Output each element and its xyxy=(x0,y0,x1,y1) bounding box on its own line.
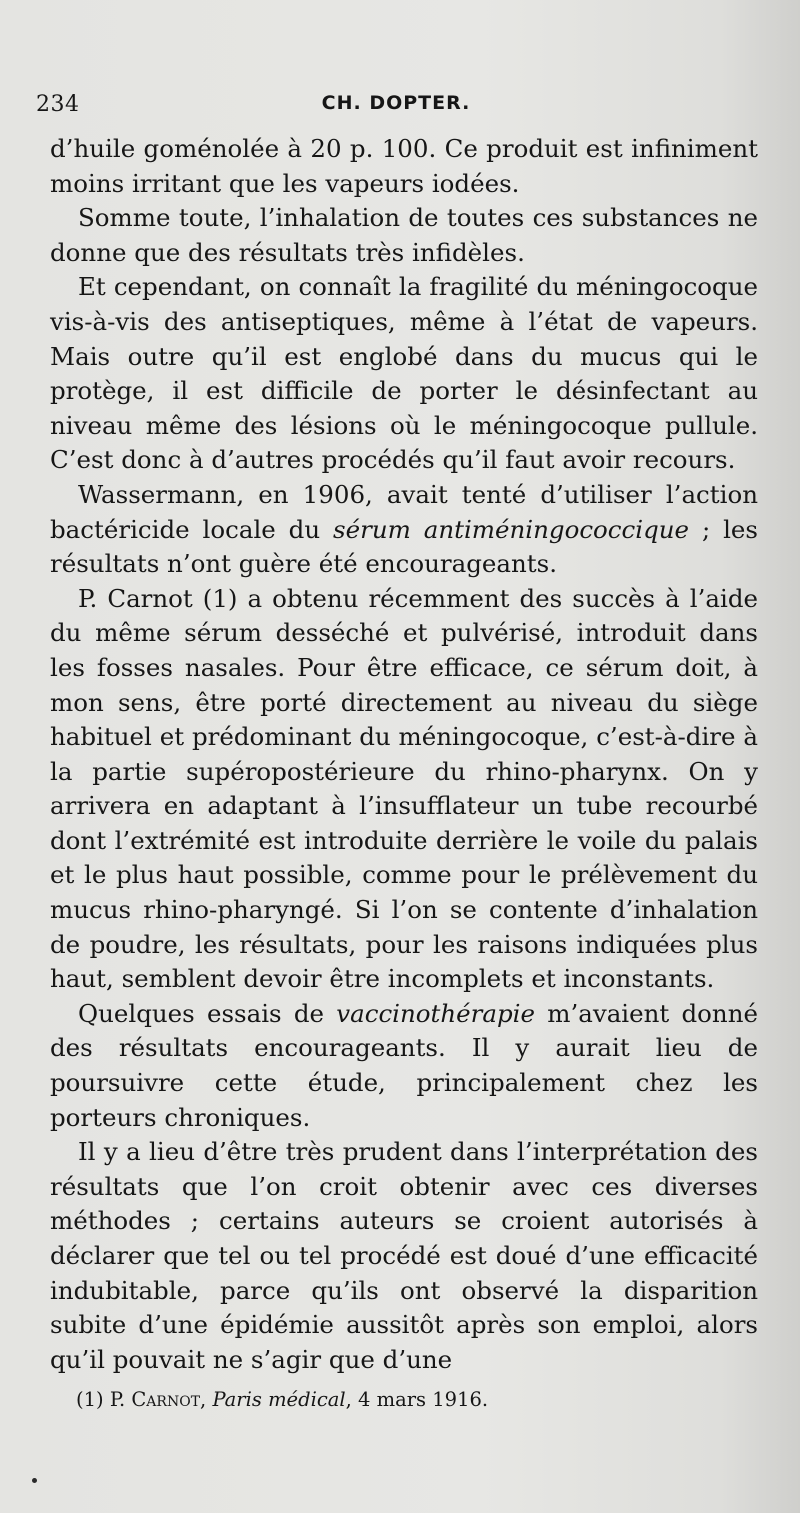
text-run: m’avaient donné des résultats encourageants. Il y aurait lieu de poursuivre cette étude, principalement chez les porteurs chroniques. xyxy=(50,998,758,1132)
italic-term: sérum antiméningococcique xyxy=(333,514,690,544)
ink-speck xyxy=(32,1478,37,1483)
footnote xyxy=(76,1388,756,1412)
running-head: CH. DOPTER. xyxy=(321,92,471,114)
body-text xyxy=(50,132,758,1377)
page-header xyxy=(36,88,756,128)
page-number: 234 xyxy=(36,92,80,117)
paragraph-wassermann xyxy=(50,478,758,582)
footnote-date: , 4 mars 1916. xyxy=(345,1388,489,1411)
footnote-separator: , xyxy=(200,1388,213,1411)
paragraph-inhalation: Somme toute, l’inhalation de toutes ces substances ne donne que des résultats très infidèles. xyxy=(50,203,758,267)
footnote-marker: (1) P. xyxy=(76,1388,132,1411)
paragraph-vaccinotherapy xyxy=(50,997,758,1135)
italic-term: vaccinothérapie xyxy=(336,998,535,1028)
paragraph-carnot: P. Carnot (1) a obtenu récemment des succès à l’aide du même sérum desséché et pulvérisé, introduit dans les fosses nasales. Pour être efficace, ce sérum doit, à mon sens, être porté directement au niveau du siège habituel et prédominant du méningocoque, c’est-à-dire à la partie supéropostérieure du rhino-pharynx. On y arrivera en adaptant à l’insufflateur un tube recourbé dont l’extrémité est introduite derrière le voile du palais et le plus haut possible, comme pour le prélèvement du mucus rhino-pharyngé. Si l’on se contente d’inhalation de poudre, les résultats, pour les raisons indiquées plus haut, semblent devoir être incomplets et inconstants. xyxy=(50,583,758,994)
paragraph-prudence: Il y a lieu d’être très prudent dans l’interprétation des résultats que l’on croit obtenir avec ces diverses méthodes ; certains auteurs se croient autorisés à déclarer que tel ou tel procédé est doué d’une efficacité indubitable, parce qu’ils ont observé la disparition subite d’une épidémie aussitôt après son emploi, alors qu’il pouvait ne s’agir que d’une xyxy=(50,1137,758,1374)
text-run: ; les résultats n’ont guère été encourageants. xyxy=(50,514,759,579)
text-run: Wassermann, en 1906, avait tenté d’utiliser l’action bactéricide locale du xyxy=(50,479,758,544)
paragraph-continuation: d’huile goménolée à 20 p. 100. Ce produit est infiniment moins irritant que les vapeurs iodées. xyxy=(50,134,758,198)
paragraph-meningococcus: Et cependant, on connaît la fragilité du méningocoque vis-à-vis des antiseptiques, même à l’état de vapeurs. Mais outre qu’il est englobé dans du mucus qui le protège, il est difficile de porter le désinfectant au niveau même des lésions où le méningocoque pullule. C’est donc à d’autres procédés qu’il faut avoir recours. xyxy=(50,272,758,475)
footnote-author: Carnot xyxy=(131,1388,201,1411)
footnote-journal: Paris médical xyxy=(212,1388,346,1411)
text-run: Quelques essais de xyxy=(78,998,337,1028)
